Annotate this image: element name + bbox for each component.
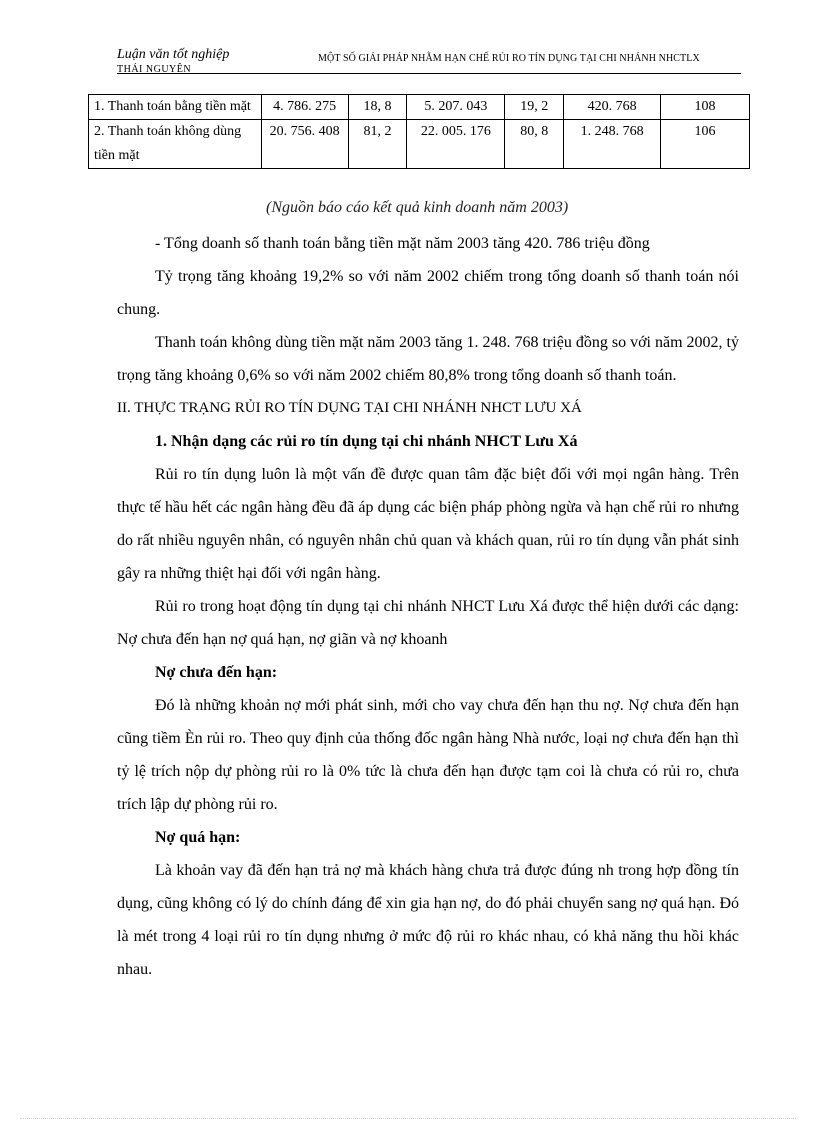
cell-2002-percent: 18, 8 xyxy=(348,95,407,120)
cell-difference: 420. 768 xyxy=(564,95,661,120)
cell-2002-percent: 81, 2 xyxy=(348,120,407,169)
header-document-title: MỘT SỐ GIẢI PHÁP NHẰM HẠN CHẾ RỦI RO TÍN DỤNG TẠI CHI NHÁNH NHCTLX xyxy=(318,53,700,64)
header-thesis-title: Luận văn tốt nghiệp xyxy=(117,47,230,62)
cell-2003-value: 22. 005. 176 xyxy=(407,120,505,169)
cell-difference: 1. 248. 768 xyxy=(564,120,661,169)
paragraph-cash-total: - Tổng doanh số thanh toán bằng tiền mặt năm 2003 tăng 420. 786 triệu đồng xyxy=(155,235,650,252)
cell-2002-value: 20. 756. 408 xyxy=(261,120,348,169)
body-text xyxy=(117,227,739,986)
table-source-note: (Nguồn báo cáo kết quả kinh doanh năm 2003) xyxy=(266,199,569,216)
heading-not-due-debt: Nợ chưa đến hạn: xyxy=(155,664,278,681)
paragraph-noncash: Thanh toán không dùng tiền mặt năm 2003 tăng 1. 248. 768 triệu đồng so với năm 2002, tỷ trọng tăng khoảng 0,6% so với năm 2002 chiếm 80,8% trong tổng doanh số thanh toán. xyxy=(117,334,739,384)
cell-ratio: 108 xyxy=(661,95,750,120)
row-label: 2. Thanh toán không dùng tiền mặt xyxy=(89,120,262,169)
paragraph-risk-forms: Rủi ro trong hoạt động tín dụng tại chi nhánh NHCT Lưu Xá được thể hiện dưới các dạng: Nợ chưa đến hạn nợ quá hạn, nợ giãn và nợ khoanh xyxy=(117,598,739,648)
cell-2003-percent: 80, 8 xyxy=(505,120,564,169)
paragraph-overdue-debt: Là khoản vay đã đến hạn trả nợ mà khách hàng chưa trả được đúng nh trong hợp đồng tín dụng, cũng không có lý do chính đáng để xin gia hạn nợ, do đó phải chuyển sang nợ quá hạn. Đó là mét trong 4 loại rủi ro tín dụng nhưng ở mức độ rủi ro khác nhau, có khả năng thu hồi khác nhau. xyxy=(117,862,739,978)
paragraph-cash-share: Tỷ trọng tăng khoảng 19,2% so với năm 2002 chiếm trong tổng doanh số thanh toán nói chung. xyxy=(117,268,739,318)
table-row xyxy=(89,95,750,120)
section-heading: II. THỰC TRẠNG RỦI RO TÍN DỤNG TẠI CHI NHÁNH NHCT LƯU XÁ xyxy=(117,400,582,416)
paragraph-credit-risk: Rủi ro tín dụng luôn là một vấn đề được quan tâm đặc biệt đối với mọi ngân hàng. Trên thực tế hầu hết các ngân hàng đều đã áp dụng các biện pháp phòng ngừa và hạn chế rủi ro nhưng do rất nhiều nguyên nhân, có nguyên nhân chủ quan và khách quan, rủi ro tín dụng vẫn phát sinh gây ra những thiệt hại đối với ngân hàng. xyxy=(117,466,739,582)
cell-2003-value: 5. 207. 043 xyxy=(407,95,505,120)
cell-2002-value: 4. 786. 275 xyxy=(261,95,348,120)
heading-overdue-debt: Nợ quá hạn: xyxy=(155,829,241,846)
header-divider xyxy=(117,73,741,74)
paragraph-not-due-debt: Đó là những khoản nợ mới phát sinh, mới cho vay chưa đến hạn thu nợ. Nợ chưa đến hạn cũng tiềm Èn rủi ro. Theo quy định của thống đốc ngân hàng Nhà nước, loại nợ chưa đến hạn thì tỷ lệ trích nộp dự phòng rủi ro là 0% tức là chưa đến hạn được tạm coi là chưa có rủi ro, chưa trích lập dự phòng rủi ro. xyxy=(117,697,739,813)
subsection-heading: 1. Nhận dạng các rủi ro tín dụng tại chi nhánh NHCT Lưu Xá xyxy=(155,433,578,450)
cell-ratio: 106 xyxy=(661,120,750,169)
table-row xyxy=(89,120,750,169)
header-location: THÁI NGUYÊN xyxy=(117,64,192,75)
cell-2003-percent: 19, 2 xyxy=(505,95,564,120)
payment-table xyxy=(88,94,750,169)
page-bottom-border xyxy=(20,1118,796,1119)
row-label: 1. Thanh toán bằng tiền mặt xyxy=(89,95,262,120)
